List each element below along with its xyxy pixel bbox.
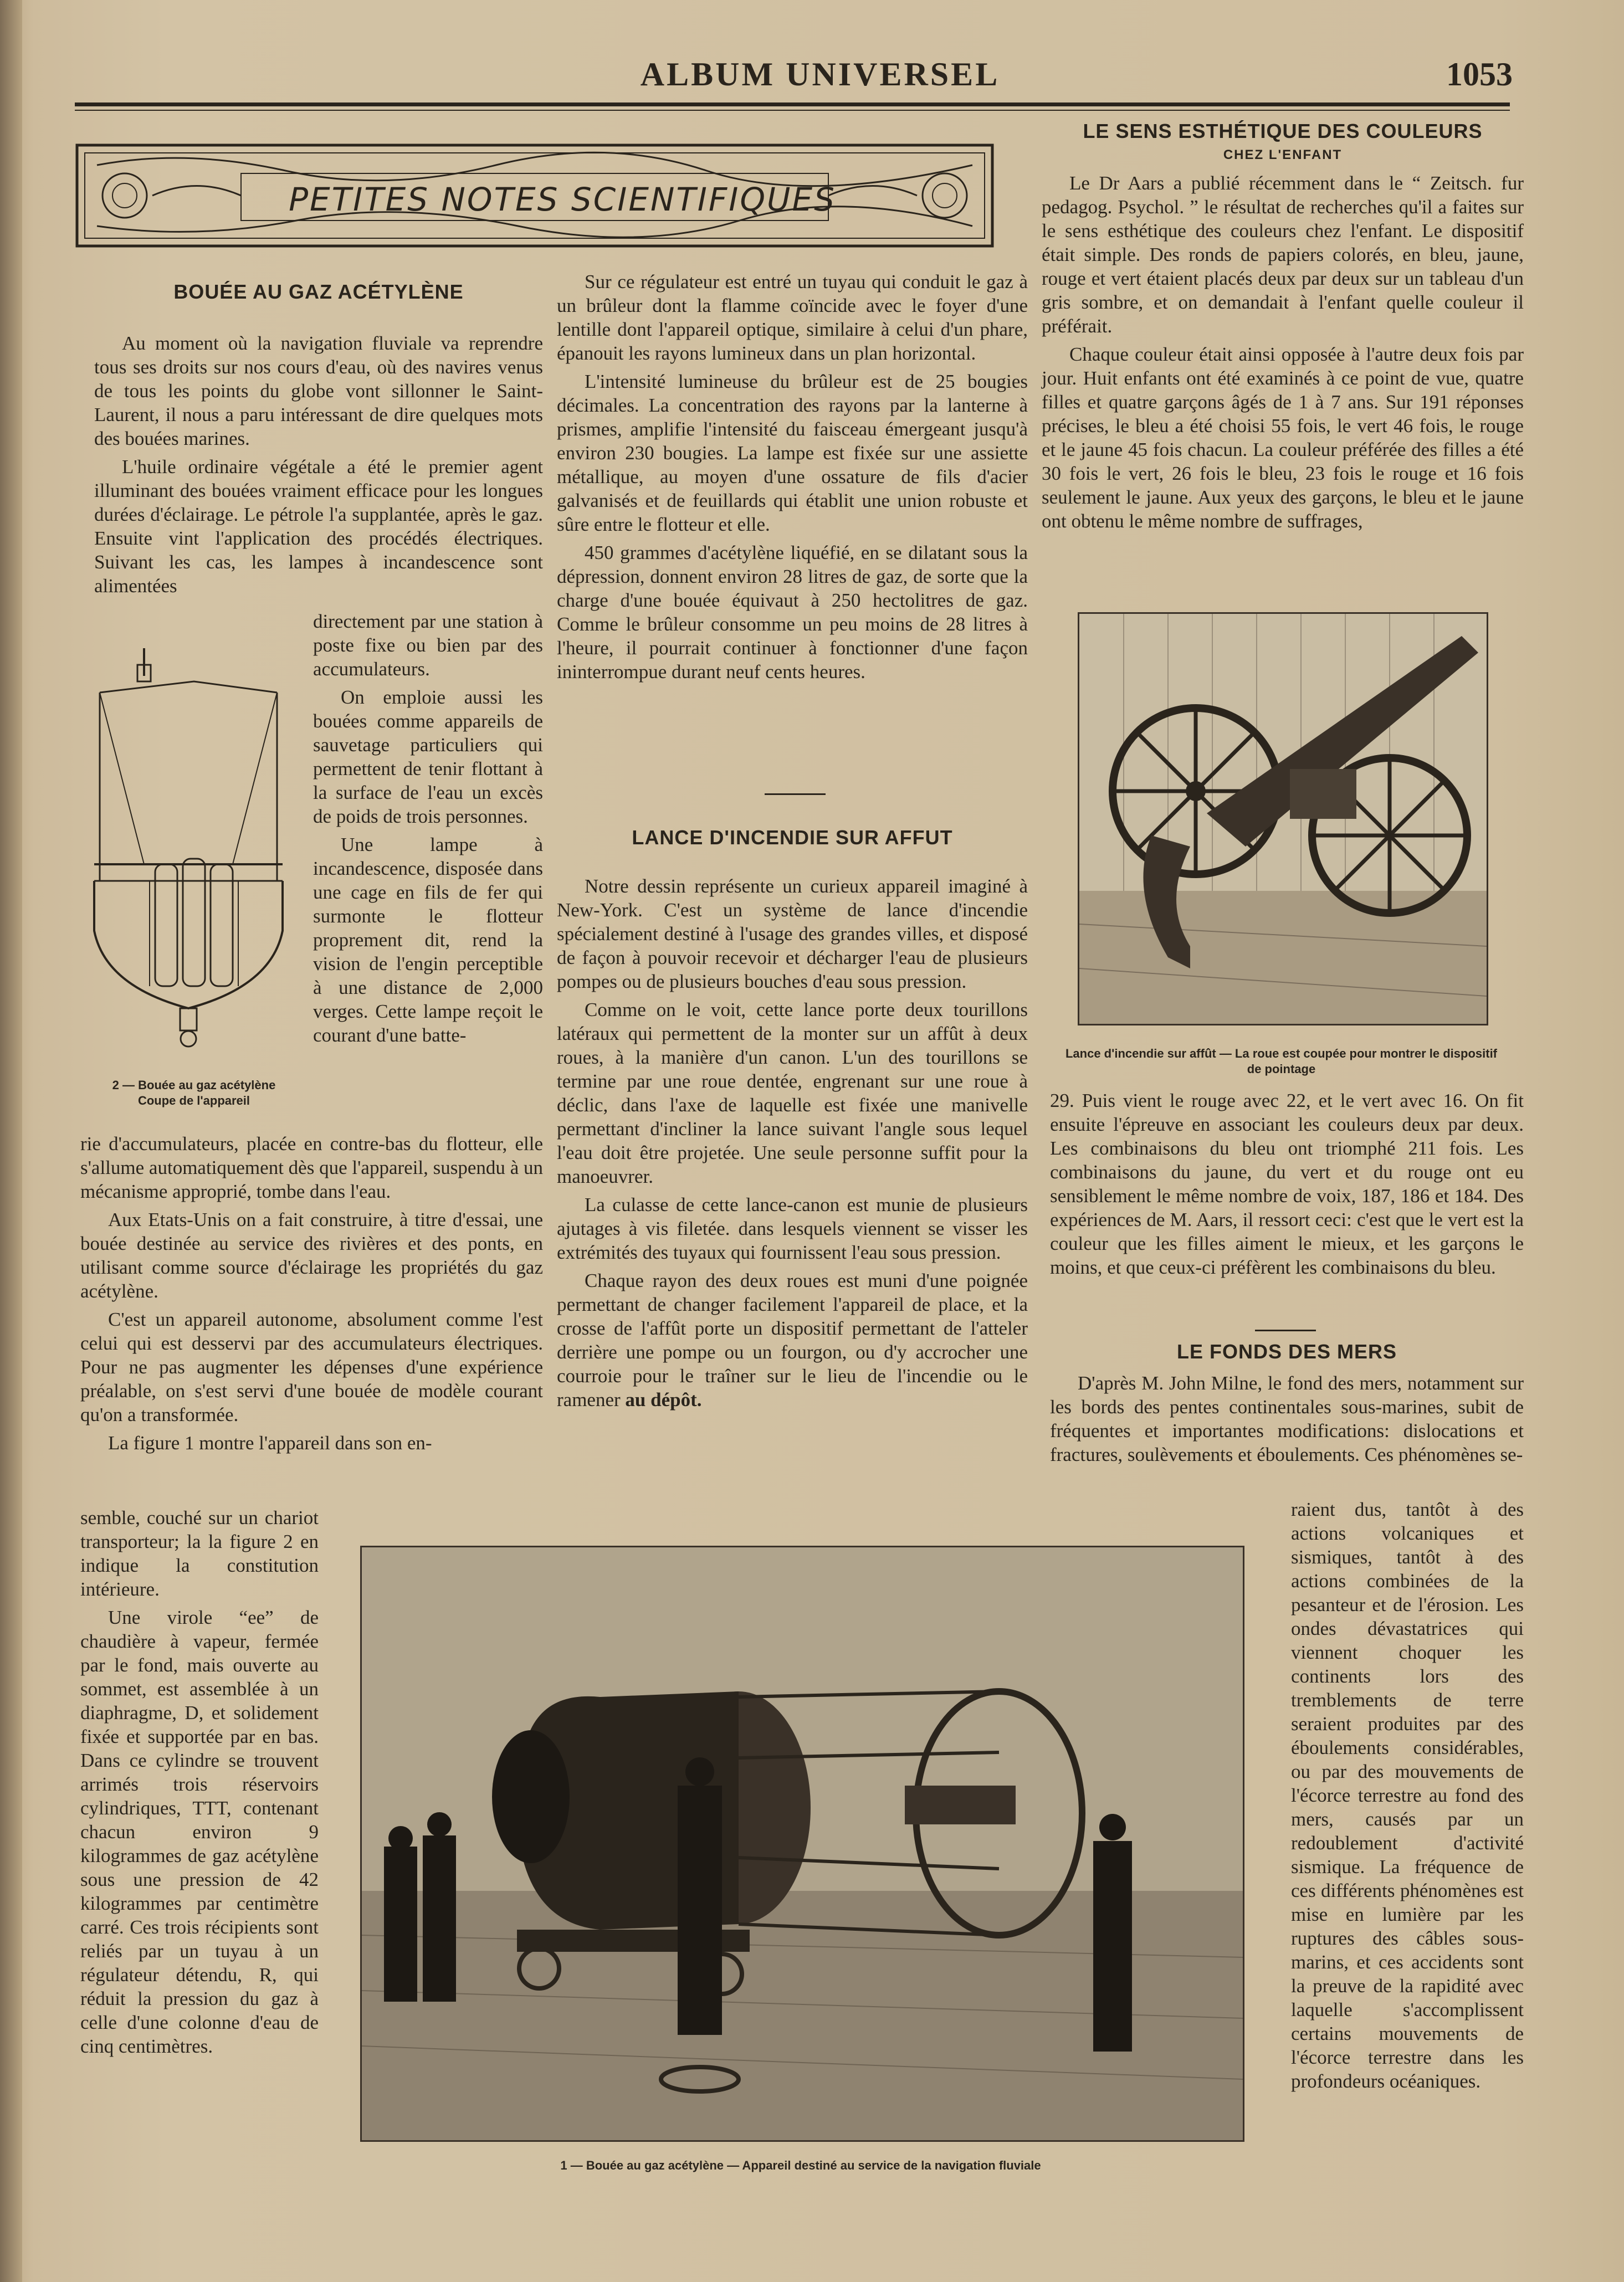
section-banner	[75, 143, 995, 248]
article-colors-p1: Le Dr Aars a publié récemment dans le “ Zeitsch. fur pedagog. Psychol. ” le résultat de recherches qu'il a faites sur le sens esthétique des couleurs chez l'enfant. Le dispositif était simple. Des ronds de papiers colorés, en bleu, jaune, rouge et vert étaient placés deux par deux sur un tableau d'un gris sombre, et on demandait à l'enfant quelle couleur il préférait.	[1042, 172, 1524, 337]
page-number: 1053	[1446, 56, 1513, 93]
article-buoy-p2: L'huile ordinaire végétale a été le premier agent illuminant des bouées vraiment efficace pour les longues durées d'éclairage. Le pétrole l'a supplantée, après le gaz. Ensuite vint l'application des procédés électriques. Suivant les cas, les lampes à incandescence sont alimentées	[94, 456, 543, 597]
article-buoy-p8: Une virole “ee” de chaudière à vapeur, fermée par le fond, mais ouverte au sommet, est assemblée à un diaphragme, D, et solidement fixée et supportée par en bas. Dans ce cylindre se trouvent arrimés trois réservoirs cylindriques, TTT, contenant chacun environ 9 kilogrammes de gaz acétylène sous une pression de 42 kilogrammes par centimètre carré. Ces trois récipients sont reliés par un tuyau à un régulateur détendu, R, qui réduit la pression du gaz à celle d'une colonne d'eau de cinq centimètres.	[80, 1607, 319, 2057]
header-rule-thin	[75, 110, 1510, 111]
figure-2-caption	[83, 1078, 305, 1109]
fire-hose-caption: Lance d'incendie sur affût — La roue est coupée pour montrer le dispositif de pointage	[1065, 1047, 1498, 1076]
buoy-transport-illustration	[360, 1546, 1244, 2142]
article-hose-p2: Comme on le voit, cette lance porte deux tourillons latéraux qui permettent de la monter sur un affût à deux roues, à la manière d'un canon. L'un des tourillons se termine par une roue dentée, engrenant sur une roue à déclic, dans l'axe de laquelle est fixée une manivelle permettant d'incliner la lance suivant l'angle sous lequel l'eau doit être projetée. Une seule personne suffit pour la manoeuvrer.	[557, 999, 1028, 1187]
article-buoy-p4-cont: rie d'accumulateurs, placée en contre-bas du flotteur, elle s'allume automatiquement dès que l'appareil, suspendu à un mécanisme approprié, tombe dans l'eau.	[80, 1133, 543, 1202]
article-hose-p4-bold: au dépôt.	[625, 1389, 702, 1411]
article-hose-p4	[557, 1269, 1028, 1412]
article-buoy-p5: Aux Etats-Unis on a fait construire, à titre d'essai, une bouée destinée au service des rivières et des ponts, en utilisant comme source d'éclairage les propriétés du gaz acétylène.	[80, 1209, 543, 1302]
figure-2-caption-line1: 2 — Bouée au gaz acétylène	[112, 1078, 276, 1092]
header-rule	[75, 102, 1510, 106]
article-hose-title: LANCE D'INCENDIE SUR AFFUT	[632, 826, 953, 849]
article-buoy-p4: Une lampe à incandescence, disposée dans une cage en fils de fer qui surmonte le flotteur proprement dit, rend la vision de l'engin perceptible à une distance de 2,000 verges. Cette lampe reçoit le courant d'une batte-	[313, 834, 543, 1046]
article-buoy-p7: La figure 1 montre l'appareil dans son en-	[108, 1432, 432, 1454]
article-separator-2	[1255, 1330, 1316, 1331]
article-hose-p4-text: Chaque rayon des deux roues est muni d'une poignée permettant de changer facilement l'appareil de place, et la crosse de l'affût porte un dispositif permettant de l'atteler derrière une pompe ou un fourgon, ou d'y accrocher une courroie pour le traîner sur le lieu de l'incendie ou le ramener	[557, 1270, 1028, 1411]
banner-title: PETITES NOTES SCIENTIFIQUES	[289, 181, 836, 218]
article-buoy-title: BOUÉE AU GAZ ACÉTYLÈNE	[173, 280, 464, 303]
article-colors-column	[1042, 119, 1524, 533]
article-buoy-p10: L'intensité lumineuse du brûleur est de 25 bougies décimales. La concentration des rayons par la lanterne à prismes, amplifie l'intensité du faisceau émergeant jusqu'à environ 230 bougies. La lampe est fixée sur une assiette métallique, au moyen d'une ossature de fils d'acier galvanisés et de feuillards qui établit une union robuste et sûre entre le flotteur et elle.	[557, 371, 1028, 535]
running-title: ALBUM UNIVERSEL	[640, 56, 1000, 93]
article-hose-column	[557, 825, 1028, 1412]
article-hose-p3: La culasse de cette lance-canon est munie de plusieurs ajutages à vis filetée. dans lesquels viennent se visser les extrémités des tuyaux qui fournissent l'eau sous pression.	[557, 1194, 1028, 1263]
article-colors-subtitle: CHEZ L'ENFANT	[1223, 147, 1343, 162]
article-buoy-p3: On emploie aussi les bouées comme appareils de sauvetage particuliers qui permettent de tenir flottant à la surface de l'eau un excès de poids de trois personnes.	[313, 686, 543, 827]
buoy-on-cart-icon	[362, 1547, 1243, 2140]
buoy-section-figure	[83, 643, 305, 1075]
article-buoy-p9: Sur ce régulateur est entré un tuyau qui conduit le gaz à un brûleur dont la flamme coïncide avec le foyer d'une lentille dont l'appareil optique, similaire à celui d'un phare, épanouit les rayons lumineux dans un plan horizontal.	[557, 271, 1028, 364]
article-buoy-column-2	[557, 270, 1028, 684]
article-colors-column-cont	[1050, 1089, 1524, 1279]
article-seabed-title: LE FONDS DES MERS	[1176, 1340, 1397, 1363]
article-buoy-column-1c	[80, 1506, 319, 2058]
article-hose-p1: Notre dessin représente un curieux appareil imaginé à New-York. C'est un système de lance d'incendie spécialement destiné à l'usage des grandes villes, et disposé de façon à pouvoir recevoir et décharger l'eau de plusieurs pompes ou de plusieurs bouches d'eau sous pression.	[557, 875, 1028, 992]
article-seabed-p1: D'après M. John Milne, le fond des mers, notamment sur les bords des pentes continentales sous-marines, subit de fréquentes et importantes modifications: dislocations et fractures, soulèvements et éboulements. Ces phénomènes se-	[1050, 1372, 1524, 1465]
article-colors-title: LE SENS ESTHÉTIQUE DES COULEURS	[1083, 120, 1483, 142]
article-buoy-p2-cont: directement par une station à poste fixe ou bien par des accumulateurs.	[313, 611, 543, 680]
article-buoy-column-1a	[94, 280, 543, 598]
fire-hose-cannon-icon	[1079, 614, 1487, 1024]
buoy-cutaway-icon	[83, 643, 305, 1075]
article-colors-p3: 29. Puis vient le rouge avec 22, et le vert avec 16. On fit ensuite l'épreuve en associant les couleurs deux par deux. Les combinaisons du bleu ont triomphé 211 fois. Les combinaisons du jaune, du vert et du rouge ont eu sensiblement le même nombre de voix, 187, 186 et 184. Des expériences de M. Aars, il ressort ceci: c'est que le vert est la couleur que les filles aiment le mieux, et les garçons le moins, et que ceux-ci préfèrent les combinaisons du bleu.	[1050, 1090, 1524, 1278]
article-buoy-narrow-text	[313, 609, 543, 1047]
article-buoy-p6: C'est un appareil autonome, absolument comme l'est celui qui est desservi par des accumulateurs électriques. Pour ne pas augmenter les dépenses d'une expérience préalable, on s'est servi d'une bouée de modèle courant qu'on a transformée.	[80, 1309, 543, 1425]
figure-1-caption: 1 — Bouée au gaz acétylène — Appareil destiné au service de la navigation fluviale	[560, 2158, 1041, 2172]
article-buoy-p11: 450 grammes d'acétylène liquéfié, en se dilatant sous la dépression, donnent environ 28 litres de gaz, de sorte que la charge d'une bouée équivaut à 250 hectolitres de gaz. Comme le brûleur consomme un peu moins de 28 litres à l'heure, il pourrait continuer à fonctionner d'une façon ininterrompue durant neuf cents heures.	[557, 542, 1028, 683]
figure-2-caption-line2: Coupe de l'appareil	[137, 1094, 250, 1107]
article-seabed-p1-cont: raient dus, tantôt à des actions volcaniques et sismiques, tantôt à des actions combinées de la pesanteur et de l'érosion. Les ondes dévastatrices qui viennent choquer les continents lors des tremblements de terre seraient produites par des éboulements considérables, ou par des mouvements de l'écorce terrestre au fond des mers, causés par un redoublement d'activité sismique. La fréquence de ces différents phénomènes est mise en lumière par les ruptures des câbles sous-marins, et ces accidents sont la preuve de la rapidité avec laquelle s'accomplissent certains mouvements de l'écorce terrestre dans les profondeurs océaniques.	[1291, 1499, 1524, 2092]
article-separator	[765, 793, 826, 795]
article-seabed-column	[1050, 1340, 1524, 1466]
article-buoy-column-1b	[80, 1132, 543, 1455]
article-buoy-p7-cont: semble, couché sur un chariot transporteur; la la figure 2 en indique la constitution intérieure.	[80, 1507, 319, 1600]
article-buoy-p1: Au moment où la navigation fluviale va reprendre tous ses droits sur nos cours d'eau, où des navires venus de tous les points du globe vont sillonner le Saint-Laurent, il nous a paru intéressant de dire quelques mots des bouées marines.	[94, 332, 543, 449]
fire-hose-illustration	[1078, 612, 1488, 1025]
article-colors-p2: Chaque couleur était ainsi opposée à l'autre deux fois par jour. Huit enfants ont été examinés à ce point de vue, quatre filles et quatre garçons âgés de 1 à 7 ans. Sur 191 réponses précises, le bleu a été choisi 55 fois, le vert 46 fois, le rouge et le jaune 45 fois chacun. La couleur préférée des filles a été 30 fois le vert, 26 fois le bleu, 23 fois le rouge et 16 fois seulement le jaune. Aux yeux des garçons, le bleu et le jaune ont obtenu le même nombre de suffrages,	[1042, 343, 1524, 532]
article-seabed-narrow	[1291, 1498, 1524, 2093]
binding-gutter	[0, 0, 22, 2282]
